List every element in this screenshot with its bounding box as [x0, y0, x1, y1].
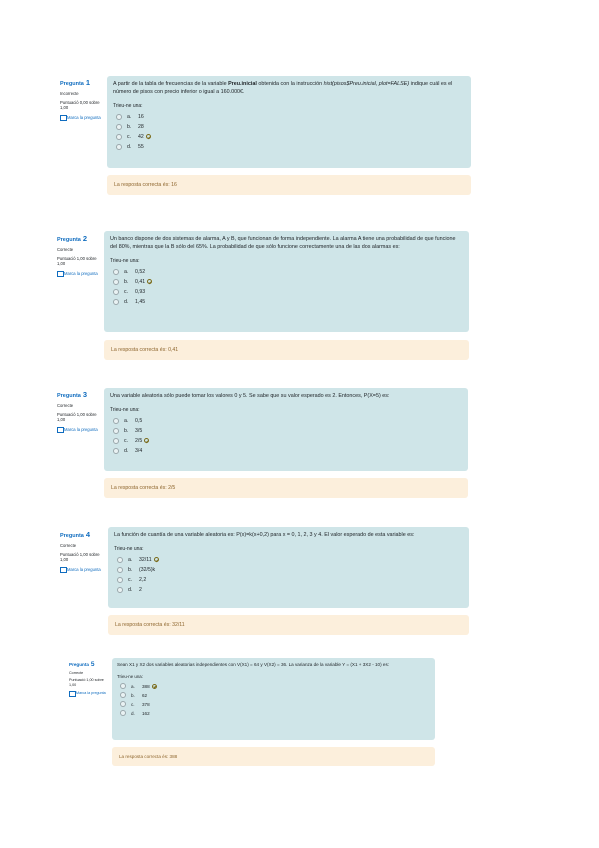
- question-number: 5: [90, 661, 95, 668]
- answer-option[interactable]: b. (32/5)k: [114, 565, 463, 575]
- question-title: Pregunta 4: [60, 530, 91, 539]
- answer-list: [110, 416, 462, 456]
- answer-option[interactable]: a. 0,5: [110, 416, 462, 426]
- answer-option[interactable]: d. 1,45: [110, 297, 463, 307]
- flag-question-link[interactable]: Marca la pregunta: [57, 271, 103, 277]
- flag-icon: [69, 691, 75, 696]
- question-title: Pregunta 1: [60, 78, 91, 87]
- radio-button[interactable]: [113, 418, 119, 424]
- radio-button[interactable]: [117, 557, 123, 563]
- correct-answer-feedback: La resposta correcta és: 2/5: [104, 478, 468, 498]
- radio-button[interactable]: [113, 289, 119, 295]
- question-grade: Puntuació 1,00 sobre 1,00: [57, 256, 97, 267]
- radio-button[interactable]: [117, 587, 123, 593]
- flag-question-link[interactable]: Marca la pregunta: [60, 567, 106, 573]
- correct-answer-feedback: La resposta correcta és: 16: [107, 175, 471, 195]
- question-info: [60, 530, 106, 572]
- answer-option[interactable]: d. 3/4: [110, 446, 462, 456]
- answer-option[interactable]: a. 32/11: [114, 555, 463, 565]
- radio-button[interactable]: [113, 448, 119, 454]
- answer-option[interactable]: b. 62: [117, 691, 430, 700]
- answer-option[interactable]: c. 2/5: [110, 436, 462, 446]
- correct-answer-feedback: La resposta correcta és: 32/11: [108, 615, 469, 635]
- answer-list: [110, 267, 463, 307]
- radio-button[interactable]: [120, 683, 126, 689]
- answer-option[interactable]: c. 0,93: [110, 287, 463, 297]
- question-number: 4: [85, 530, 91, 539]
- question-text: Sean X1 y X2 dos variables aleatorias independientes con V(X1) = 64 y V(X2) = 36. La varianza de la variable Y = (X1 + 3X2 - 10) es:: [117, 662, 390, 667]
- answer-prompt: Trieu-ne una:: [113, 102, 143, 109]
- selected-check-icon: [146, 134, 151, 139]
- answer-option[interactable]: b. 28: [113, 122, 465, 132]
- answer-option[interactable]: a. 388: [117, 682, 430, 691]
- selected-check-icon: [154, 557, 159, 562]
- selected-check-icon: [144, 438, 149, 443]
- flag-question-link[interactable]: Marca la pregunta: [60, 115, 106, 121]
- question-info: [69, 661, 109, 696]
- radio-button[interactable]: [116, 124, 122, 130]
- radio-button[interactable]: [116, 134, 122, 140]
- question-state: Correcte: [57, 247, 74, 252]
- question-formulation: [107, 76, 471, 168]
- radio-button[interactable]: [117, 567, 123, 573]
- question-number: 3: [82, 390, 88, 399]
- answer-prompt: Trieu-ne una:: [117, 673, 143, 679]
- question-title: Pregunta 5: [69, 661, 95, 668]
- answer-option[interactable]: d. 162: [117, 709, 430, 718]
- question-title: Pregunta 2: [57, 234, 88, 243]
- answer-prompt: Trieu-ne una:: [110, 406, 140, 413]
- radio-button[interactable]: [116, 114, 122, 120]
- question-text: Un banco dispone de dos sistemas de alarma, A y B, que funcionan de forma independiente. La alarma A tiene una probabilidad de que funcione del 80%, mientras que la B sólo del 65%. La probabilidad de que sólo funcione correctamente una de las dos alarmas es:: [110, 236, 456, 250]
- question-state: Correcte: [57, 403, 74, 408]
- answer-prompt: Trieu-ne una:: [114, 545, 144, 552]
- question-text: La función de cuantía de una variable aleatoria es: P(x)=k(x+0,2) para x = 0, 1, 2, 3 y 4. El valor esperado de esta variable es:: [114, 532, 415, 538]
- flag-icon: [57, 271, 63, 276]
- question-grade: Puntuació 1,00 sobre 1,00: [57, 412, 97, 423]
- question-grade: Puntuació 1,00 sobre 1,00: [60, 552, 100, 563]
- question-grade: Puntuació 0,00 sobre 1,00: [60, 100, 100, 111]
- selected-check-icon: [152, 684, 157, 689]
- answer-option[interactable]: b. 3/5: [110, 426, 462, 436]
- answer-option[interactable]: a. 16: [113, 112, 465, 122]
- question-state: Correcte: [69, 671, 84, 675]
- answer-option[interactable]: c. 42: [113, 132, 465, 142]
- selected-check-icon: [147, 279, 152, 284]
- question-formulation: [104, 231, 469, 332]
- answer-option[interactable]: a. 0,52: [110, 267, 463, 277]
- radio-button[interactable]: [120, 710, 126, 716]
- answer-list: [113, 112, 465, 152]
- question-formulation: [104, 388, 468, 471]
- question-formulation: [108, 527, 469, 608]
- answer-list: [114, 555, 463, 595]
- answer-prompt: Trieu-ne una:: [110, 257, 140, 264]
- flag-question-link[interactable]: Marca la pregunta: [69, 691, 109, 697]
- question-formulation: [112, 658, 435, 740]
- answer-list: [117, 682, 430, 718]
- radio-button[interactable]: [116, 144, 122, 150]
- flag-question-link[interactable]: Marca la pregunta: [57, 427, 103, 433]
- answer-option[interactable]: b. 0,41: [110, 277, 463, 287]
- answer-option[interactable]: d. 55: [113, 142, 465, 152]
- correct-answer-feedback: La resposta correcta és: 388: [112, 747, 435, 766]
- question-grade: Puntuació 1,00 sobre 1,00: [69, 678, 104, 687]
- question-number: 1: [85, 78, 91, 87]
- radio-button[interactable]: [113, 279, 119, 285]
- answer-option[interactable]: c. 378: [117, 700, 430, 709]
- question-text: A partir de la tabla de frecuencias de la variable Preu.inicial obtenida con la instrucción hist(pisos$Preu.inicial, plot=FALSE) indique cuál es el número de pisos con precio inferior o igual a 160.000€.: [113, 81, 453, 95]
- flag-icon: [60, 115, 66, 120]
- correct-answer-feedback: La resposta correcta és: 0,41: [104, 340, 469, 360]
- question-number: 2: [82, 234, 88, 243]
- question-state: Incorrecte: [60, 91, 79, 96]
- radio-button[interactable]: [113, 438, 119, 444]
- question-text: Una variable aleatoria sólo puede tomar los valores 0 y 5. Se sabe que su valor esperado es 2. Entonces, P(X=5) es:: [110, 393, 390, 399]
- question-info: [57, 234, 103, 276]
- question-info: [57, 390, 103, 432]
- question-info: [60, 78, 106, 120]
- radio-button[interactable]: [113, 428, 119, 434]
- question-title: Pregunta 3: [57, 390, 88, 399]
- radio-button[interactable]: [120, 692, 126, 698]
- question-state: Correcte: [60, 543, 77, 548]
- radio-button[interactable]: [113, 269, 119, 275]
- radio-button[interactable]: [113, 299, 119, 305]
- answer-option[interactable]: d. 2: [114, 585, 463, 595]
- flag-icon: [57, 427, 63, 432]
- radio-button[interactable]: [120, 701, 126, 707]
- flag-icon: [60, 567, 66, 572]
- radio-button[interactable]: [117, 577, 123, 583]
- answer-option[interactable]: c. 2,2: [114, 575, 463, 585]
